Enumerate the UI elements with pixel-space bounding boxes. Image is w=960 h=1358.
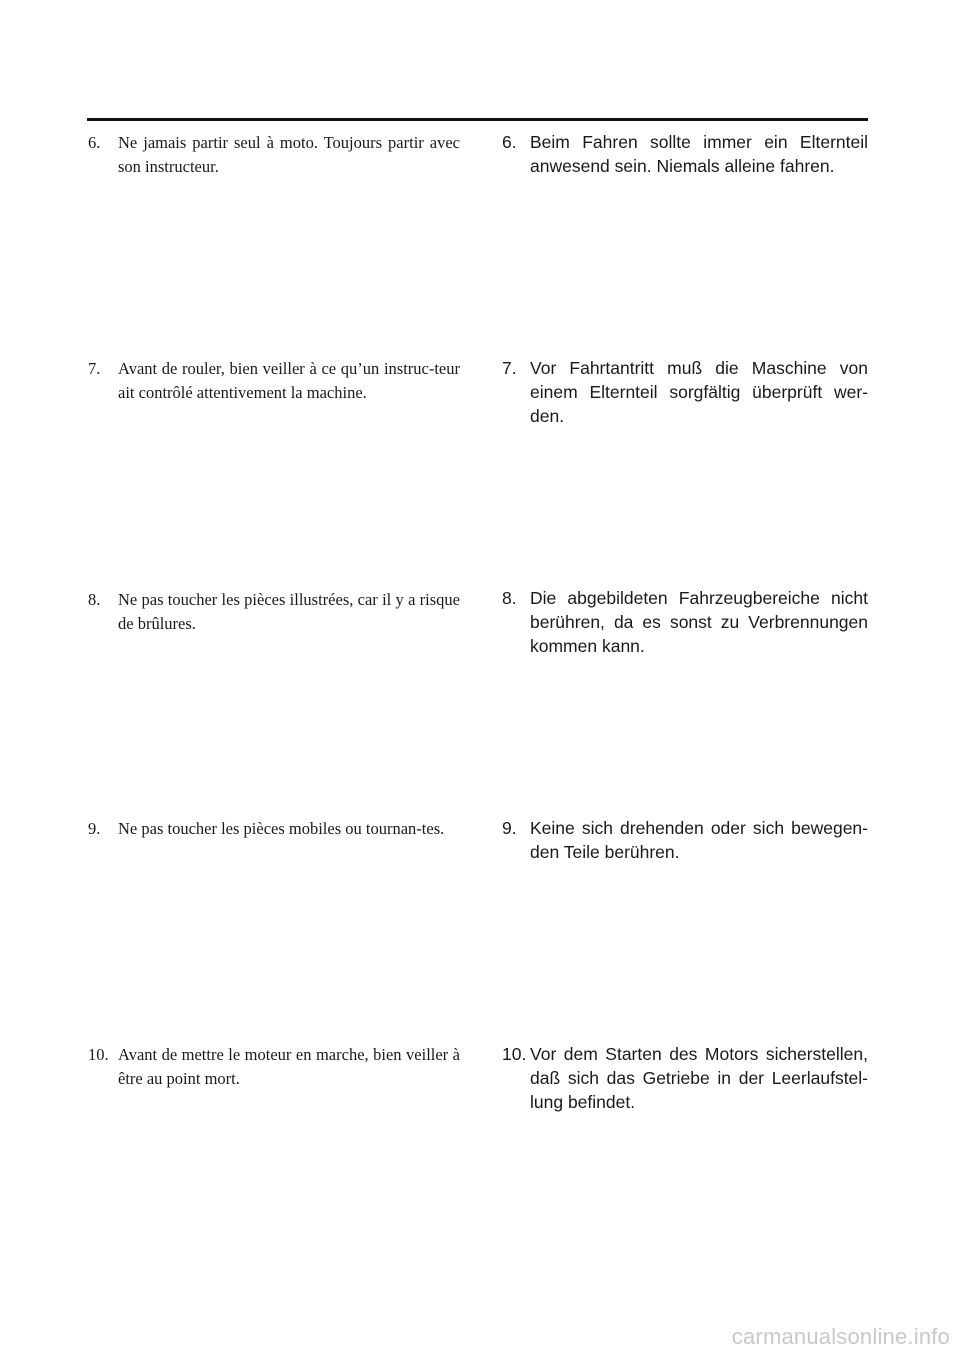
fr-item-text: Ne pas toucher les pièces mobiles ou tournan-tes.	[118, 819, 445, 838]
de-item-text: Keine sich drehenden oder sich bewegen-den Teile berühren.	[530, 818, 868, 862]
watermark: carmanualsonline.info	[731, 1324, 950, 1349]
fr-item-number: 8.	[88, 590, 101, 609]
de-item-8	[502, 586, 868, 658]
fr-item-6	[88, 131, 460, 179]
fr-item-9	[88, 817, 460, 841]
de-item-7	[502, 356, 868, 428]
header-rule	[87, 118, 868, 121]
fr-item-text: Avant de rouler, bien veiller à ce qu’un instruc-teur ait contrôlé attentivement la machine.	[118, 359, 460, 402]
de-item-text: Vor dem Starten des Motors sicherstellen, daß sich das Getriebe in der Leerlaufstel-lung befindet.	[530, 1044, 868, 1112]
fr-item-text: Ne pas toucher les pièces illustrées, car il y a risque de brûlures.	[118, 590, 460, 633]
fr-item-number: 9.	[88, 819, 101, 838]
fr-item-number: 10.	[88, 1045, 109, 1064]
de-item-10	[502, 1042, 868, 1114]
fr-item-number: 6.	[88, 133, 101, 152]
de-item-number: 10.	[502, 1044, 527, 1064]
fr-item-text: Ne jamais partir seul à moto. Toujours partir avec son instructeur.	[118, 133, 460, 176]
de-item-6	[502, 130, 868, 178]
de-item-text: Beim Fahren sollte immer ein Elternteil anwesend sein. Niemals alleine fahren.	[530, 132, 868, 176]
de-item-number: 6.	[502, 132, 517, 152]
de-item-number: 9.	[502, 818, 517, 838]
fr-item-number: 7.	[88, 359, 101, 378]
de-item-text: Vor Fahrtantritt muß die Maschine von einem Elternteil sorgfältig überprüft wer-den.	[530, 358, 868, 426]
de-item-number: 8.	[502, 588, 517, 608]
fr-item-8	[88, 588, 460, 636]
de-item-number: 7.	[502, 358, 517, 378]
fr-item-7	[88, 357, 460, 405]
de-item-text: Die abgebildeten Fahrzeugbereiche nicht berühren, da es sonst zu Verbrennungen kommen kann.	[530, 588, 868, 656]
de-item-9	[502, 816, 868, 864]
fr-item-10	[88, 1043, 460, 1091]
fr-item-text: Avant de mettre le moteur en marche, bien veiller à être au point mort.	[118, 1045, 460, 1088]
